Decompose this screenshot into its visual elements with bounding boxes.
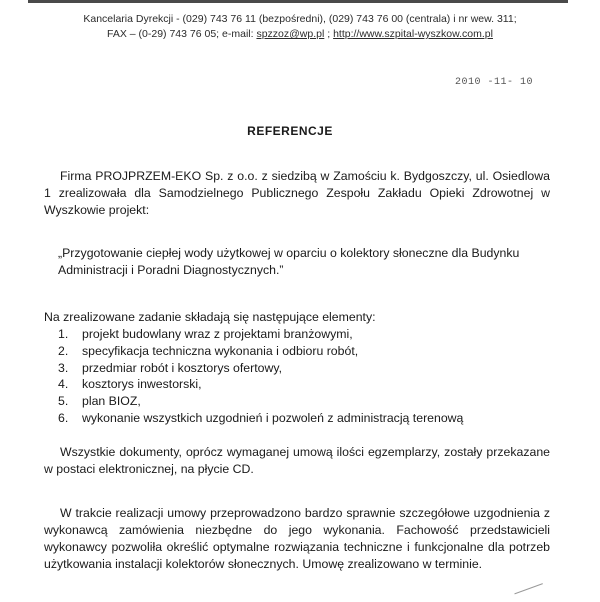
separator-text: ; xyxy=(324,28,334,40)
list-item xyxy=(58,393,463,410)
email-link[interactable]: spzzoz@wp.pl xyxy=(256,28,325,40)
list-item xyxy=(58,326,463,343)
list-item-number: 5. xyxy=(58,394,69,409)
list-item-text: przedmiar robót i kosztorys ofertowy, xyxy=(82,360,283,375)
list-item xyxy=(58,376,463,393)
list-item-text: kosztorys inwestorski, xyxy=(82,377,202,392)
letterhead-contact-line: Kancelaria Dyrekcji - (029) 743 76 11 (bezpośredni), (029) 743 76 00 (centrala) i nr wew. 311; xyxy=(83,13,517,25)
list-item-number: 3. xyxy=(58,360,69,375)
paragraph-company: Firma PROJPRZEM-EKO Sp. z o.o. z siedzibą w Zamościu k. Bydgoszczy, ul. Osiedlowa 1 zrealizowała dla Samodzielnego Publicznego Zespołu Zakładu Opieki Zdrowotnej w Wyszkowie projekt: xyxy=(44,169,550,217)
paragraph-documents: Wszystkie dokumenty, oprócz wymaganej umową ilości egzemplarzy, zostały przekazane w postaci elektronicznej, na płycie CD. xyxy=(44,445,550,476)
signature-mark xyxy=(514,583,545,602)
date-stamp: 2010 -11- 10 xyxy=(455,77,534,88)
paragraph-project-name: „Przygotowanie ciepłej wody użytkowej w oparciu o kolektory słoneczne dla Budynku Administracji i Poradni Diagnostycznych.” xyxy=(58,246,520,277)
letterhead-rule xyxy=(28,0,568,3)
list-item xyxy=(58,360,463,377)
letterhead-fax-line xyxy=(0,27,600,42)
list-item-number: 1. xyxy=(58,327,69,341)
list-item-text: wykonanie wszystkich uzgodnień i pozwoleń z administracją terenową xyxy=(82,410,464,425)
list-item-text: plan BIOZ, xyxy=(82,394,141,409)
paragraph-realization: W trakcie realizacji umowy przeprowadzono bardzo sprawnie szczegółowe uzgodnienia z wykonawcą zamówienia niezbędne do jego wykonania. Fachowość przedstawicieli wykonawcy pozwoliła określić optymalne rozwiązania techniczne i funkcjonalne dla potrzeb użytkowania instalacji kolektorów słonecznych. Umowę zrealizowano w terminie. xyxy=(44,506,550,571)
list-item-number: 2. xyxy=(58,343,69,358)
fax-text: FAX – (0-29) 743 76 05; e-mail: xyxy=(107,28,257,40)
website-link[interactable]: http://www.szpital-wyszkow.com.pl xyxy=(333,28,493,40)
document-title: REFERENCJE xyxy=(247,124,333,138)
elements-intro: Na zrealizowane zadanie składają się następujące elementy: xyxy=(44,310,376,324)
list-item-number: 6. xyxy=(58,410,69,425)
list-item-text: specyfikacja techniczna wykonania i odbioru robót, xyxy=(82,343,359,358)
list-item-text: projekt budowlany wraz z projektami branżowymi, xyxy=(82,327,353,341)
list-item xyxy=(58,343,463,360)
elements-list xyxy=(58,326,463,427)
letterhead xyxy=(0,12,600,42)
list-item xyxy=(58,410,463,427)
list-item-number: 4. xyxy=(58,377,69,392)
